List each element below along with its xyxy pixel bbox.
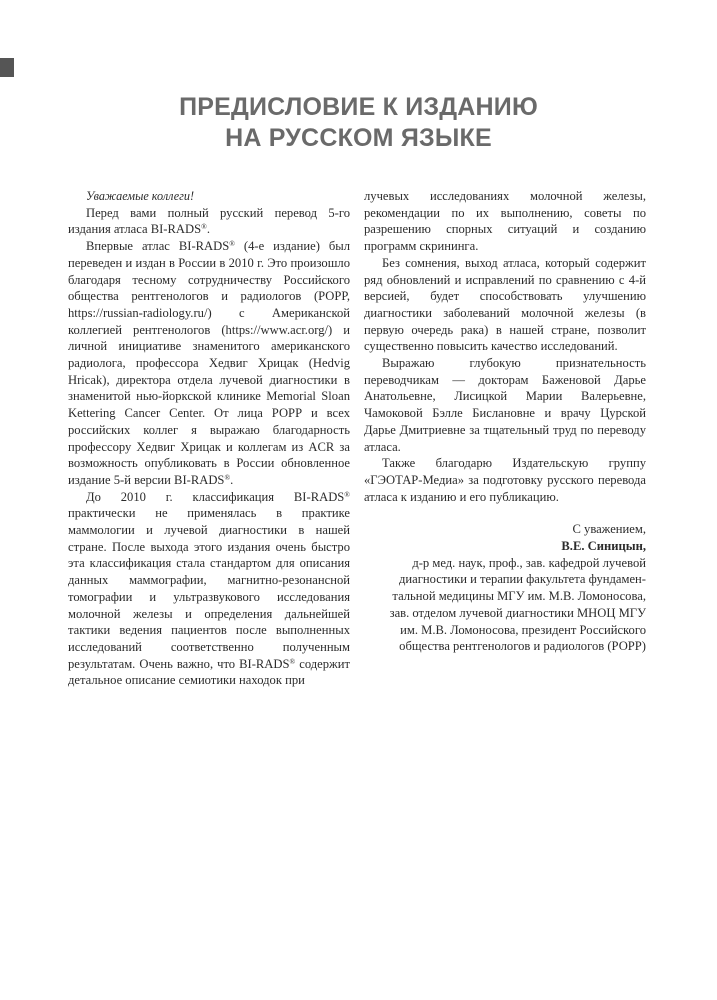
right-column bbox=[364, 188, 646, 655]
title-line-1: ПРЕДИСЛОВИЕ К ИЗДАНИЮ bbox=[179, 93, 538, 121]
signature-name: В.Е. Синицын, bbox=[561, 539, 646, 554]
paragraph-significance: Без сомнения, выход атласа, который содержит ряд обновлений и исправлений по сравнению с 4-й версией, будет способствовать улучшению диагностики заболеваний молочной железы (в первую очередь рака) в нашей стране, позволит существенно повысить качество исследований. bbox=[364, 255, 646, 354]
paragraph-gratitude-translators: Выражаю глубокую признательность переводчикам — докторам Баженовой Дарье Анатольевне, Лисицкой Марии Валерьевне, Чамоковой Бэлле Бислановне и врачу Цурской Дарье Дмитриевне за тщательный труд по переводу атласа. bbox=[364, 356, 646, 454]
page-title bbox=[0, 92, 717, 154]
page-corner-marker bbox=[0, 58, 14, 77]
signature-affiliation-line: им. М.В. Ломоносова, президент Российского bbox=[400, 622, 646, 637]
signature-affiliation-line: диагностики и терапии факультета фундамен- bbox=[398, 572, 646, 587]
paragraph-gratitude-publisher: Также благодарю Издательскую группу «ГЭОТАР-Медиа» за подготовку русского перевода атласа к изданию и его публикацию. bbox=[364, 456, 646, 504]
paragraph-adoption: До 2010 г. классификация BI-RADS® практически не применялась в практике маммологии и лучевой диагностики в нашей стране. После выхода этого издания очень быстро эта классификация стала стандартом для описания данных маммографии, магнитно-резонансной томографии и ультразвукового исследования молочной железы и определения дальнейшей тактики ведения пациентов после выполненных исследований соответственно полученным результатам. Очень важно, что BI-RADS® содержит детальное описание семиотики находок при bbox=[68, 489, 350, 688]
paragraph-continuation: лучевых исследованиях молочной железы, рекомендации по их выполнению, советы по разрешению спорных ситуаций и созданию программ скрининга. bbox=[364, 189, 646, 254]
signature-block bbox=[364, 521, 646, 655]
paragraph-history: Впервые атлас BI-RADS® (4-е издание) был переведен и издан в России в 2010 г. Это произошло благодаря тесному сотрудничеству Российского общества рентгенологов и радиологов (РОРР, https://russian-radiology.ru/) с Американской коллегией рентгенологов (https://www.acr.org/) и личной инициативе знаменитого американского радиолога, профессора Хедвиг Хрицак (Hedvig Hricak), директора отдела лучевой диагностики в знаменитой нью-йоркской клинике Memorial Sloan Kettering Cancer Center. От лица РОРР и всех российских коллег я выражаю благодарность профессору Хедвиг Хрицак и коллегам из ACR за возможность опубликовать в России обновленное издание 5-й версии BI-RADS®. bbox=[68, 239, 351, 487]
signature-affiliation-line: д-р мед. наук, проф., зав. кафедрой лучевой bbox=[412, 555, 646, 570]
signature-affiliation-line: зав. отделом лучевой диагностики МНОЦ МГУ bbox=[389, 605, 646, 620]
paragraph-intro: Перед вами полный русский перевод 5-го издания атласа BI-RADS®. bbox=[68, 205, 350, 237]
title-line-2: НА РУССКОМ ЯЗЫКЕ bbox=[225, 124, 492, 152]
signature-affiliation-line: общества рентгенологов и радиологов (РОРР) bbox=[399, 639, 646, 654]
salutation: Уважаемые коллеги! bbox=[86, 189, 195, 203]
left-column bbox=[68, 188, 350, 689]
signature-closing: С уважением, bbox=[572, 522, 646, 537]
signature-affiliation-line: тальной медицины МГУ им. М.В. Ломоносова, bbox=[392, 589, 646, 604]
